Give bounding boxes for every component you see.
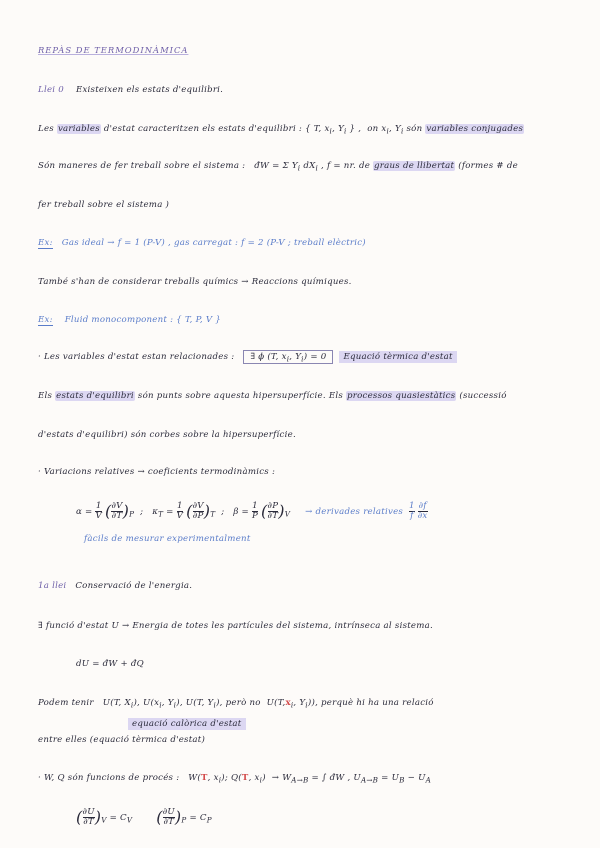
highlight-quasistatic-processes: processos quasiestàtics	[347, 391, 456, 401]
text: V	[95, 511, 102, 521]
text: 1	[176, 501, 183, 511]
equilibrium-points-line-2: d'estats d'equilibri) són corbes sobre la hipersuperfície.	[38, 430, 296, 440]
text: , f = nr. de	[320, 161, 371, 171]
kappa-label: κ	[152, 507, 159, 517]
text: = U	[381, 773, 400, 783]
crossed-out-mark: T	[241, 773, 249, 783]
highlight-caloric-equation: equació calòrica d'estat	[128, 718, 246, 730]
text: ∃ ϕ (T, x	[250, 352, 287, 362]
text: W(	[188, 773, 201, 783]
energy-variables-line: Podem tenir U(T, $X_i$), $U(x_i$, $Y_i$), U(T, $Y_i$), però no $U(T,x_i$, $Y_i$)), perquè hi ha una relació	[38, 698, 434, 710]
text: · W, Q són funcions de procés :	[38, 773, 180, 783]
text: ); Q(	[221, 773, 242, 783]
text: Les	[38, 124, 54, 134]
internal-energy-line: ∃ funció d'estat U → Energia de totes les partícules del sistema, intrínseca al sistema.	[38, 621, 434, 631]
energy-differential: dU = đW + đQ	[76, 659, 144, 669]
text: Gas ideal → f = 1 (P-V) , gas carregat : f = 2 (P-V ; treball elèctric)	[61, 238, 366, 248]
text: 1	[409, 501, 415, 511]
text: → W	[271, 773, 292, 783]
text: ), però no	[216, 698, 261, 708]
zeroth-law-text: Existeixen els estats d'equilibri.	[75, 85, 224, 95]
example-tag: Ex:	[38, 238, 53, 248]
alpha-label: α =	[76, 507, 93, 517]
caloric-equation-highlight	[128, 718, 246, 730]
zeroth-law-tag: Llei 0	[38, 85, 64, 95]
text: ), U(T, Y	[176, 698, 214, 708]
crossed-out-mark: x	[285, 698, 291, 708]
text: = ∫ đW , U	[311, 773, 361, 783]
text: ), perquè hi ha una relació	[311, 698, 434, 708]
equilibrium-points-line	[38, 390, 507, 402]
text: = C	[109, 813, 127, 823]
zeroth-law-line	[38, 84, 223, 96]
first-law-line	[38, 580, 192, 592]
highlight-thermal-equation: Equació tèrmica d'estat	[339, 351, 456, 363]
text: Els	[38, 391, 53, 401]
beta-label: β =	[233, 507, 249, 517]
text: )	[262, 773, 266, 783]
text: ∂V	[192, 501, 204, 511]
text: f	[410, 511, 414, 521]
text: 1	[252, 501, 258, 511]
text: (successió	[459, 391, 507, 401]
text: = C	[189, 813, 207, 823]
text: ∂P	[267, 501, 279, 511]
between-them-line: entre elles (equació tèrmica d'estat)	[38, 735, 206, 745]
text: V	[176, 511, 184, 521]
relative-variations-line: · Variacions relatives → coeficients termodinàmics :	[38, 467, 276, 477]
highlight-equilibrium-states: estats d'equilibri	[56, 391, 134, 401]
work-ways-line-2: fer treball sobre el sistema )	[38, 200, 170, 210]
text: Són maneres de fer treball sobre el sistema :	[38, 161, 246, 171]
text: ∂P	[192, 511, 204, 521]
text: P	[251, 511, 259, 521]
text: dX	[303, 161, 316, 171]
text: són punts sobre aquesta hipersuperfície. Els	[137, 391, 344, 401]
crossed-out-mark: T	[200, 773, 208, 783]
text: · Les variables d'estat estan relacionades :	[38, 352, 235, 362]
work-formula: đW = Σ Y	[254, 161, 298, 171]
text: Conservació de l'energia.	[75, 581, 193, 591]
text: ∂x	[417, 511, 428, 521]
coefficients-line: α = $\frac{1}{V}$ ( $\frac{\partial V}{\partial T}$ )$_P$ ; $\kappa_T$ = $\frac{1}{V}$ ( $\frac{\partial V}{\partial P}$ )$_T$ ; β = $\frac{1}{P}$ ( $\frac{\partial P}{\partial T}$ )$_V$ → derivades relatives $\frac{1}{f}$ $\frac{\partial f}{\partial x}$	[76, 501, 428, 521]
state-equation-box: ∃ ϕ (T, $x_i$, $Y_i) = 0$	[243, 350, 333, 364]
work-ways-line: Són maneres de fer treball sobre el sistema : đW = Σ $Y_i$ $dX_i$ , f = nr. de graus de llibertat (formes # de	[38, 161, 518, 173]
text: − U	[407, 773, 426, 783]
first-law-tag: 1a llei	[38, 581, 67, 591]
text: ∂f	[418, 501, 427, 511]
example-fluid	[38, 314, 221, 326]
state-relation-line	[38, 351, 457, 366]
text: U(T, X	[102, 698, 131, 708]
text: Fluid monocomponent : { T, P, V }	[64, 315, 222, 325]
highlight-variables: variables	[57, 124, 100, 134]
state-variables-line: Les variables d'estat caracteritzen els estats d'equilibri : { T, $x_i$, $Y_i$ } , on $x_i$, $Y_i$ són variables conjugades	[38, 124, 524, 136]
relative-derivatives-note: → derivades relatives	[305, 507, 404, 517]
example-tag: Ex:	[38, 315, 53, 325]
example-ideal-gas	[38, 237, 366, 249]
text: ∂T	[267, 511, 279, 521]
chemical-work-line: També s'han de considerar treballs químics → Reaccions químiques.	[38, 277, 352, 287]
text: d'estat caracteritzen els estats d'equilibri : { T, x	[103, 124, 330, 134]
text: ∂T	[111, 511, 123, 521]
text: U(T,	[266, 698, 286, 708]
text: ), U(x	[133, 698, 160, 708]
text: 1	[95, 501, 102, 511]
easy-to-measure-note: fàcils de mesurar experimentalment	[84, 534, 251, 544]
heat-capacities-line: ( $\frac{\partial U}{\partial T}$ )$_V = C_V$ ( $\frac{\partial U}{\partial T}$ )$_P = C_P$	[76, 807, 212, 827]
highlight-degrees-of-freedom: graus de llibertat	[374, 161, 455, 171]
text: ∂V	[111, 501, 123, 511]
process-functions-line: · W, Q són funcions de procés : W(T, $x_i$); Q(T, $x_i) \to W_{A\to B}$ = ∫ đW , $U_{A\to B} = U_B - U_A$	[38, 773, 432, 785]
text: (formes # de	[458, 161, 518, 171]
text: Podem tenir	[38, 698, 94, 708]
highlight-conjugate-variables: variables conjugades	[426, 124, 524, 134]
page-title: REPÀS DE TERMODINÀMICA	[38, 45, 189, 55]
